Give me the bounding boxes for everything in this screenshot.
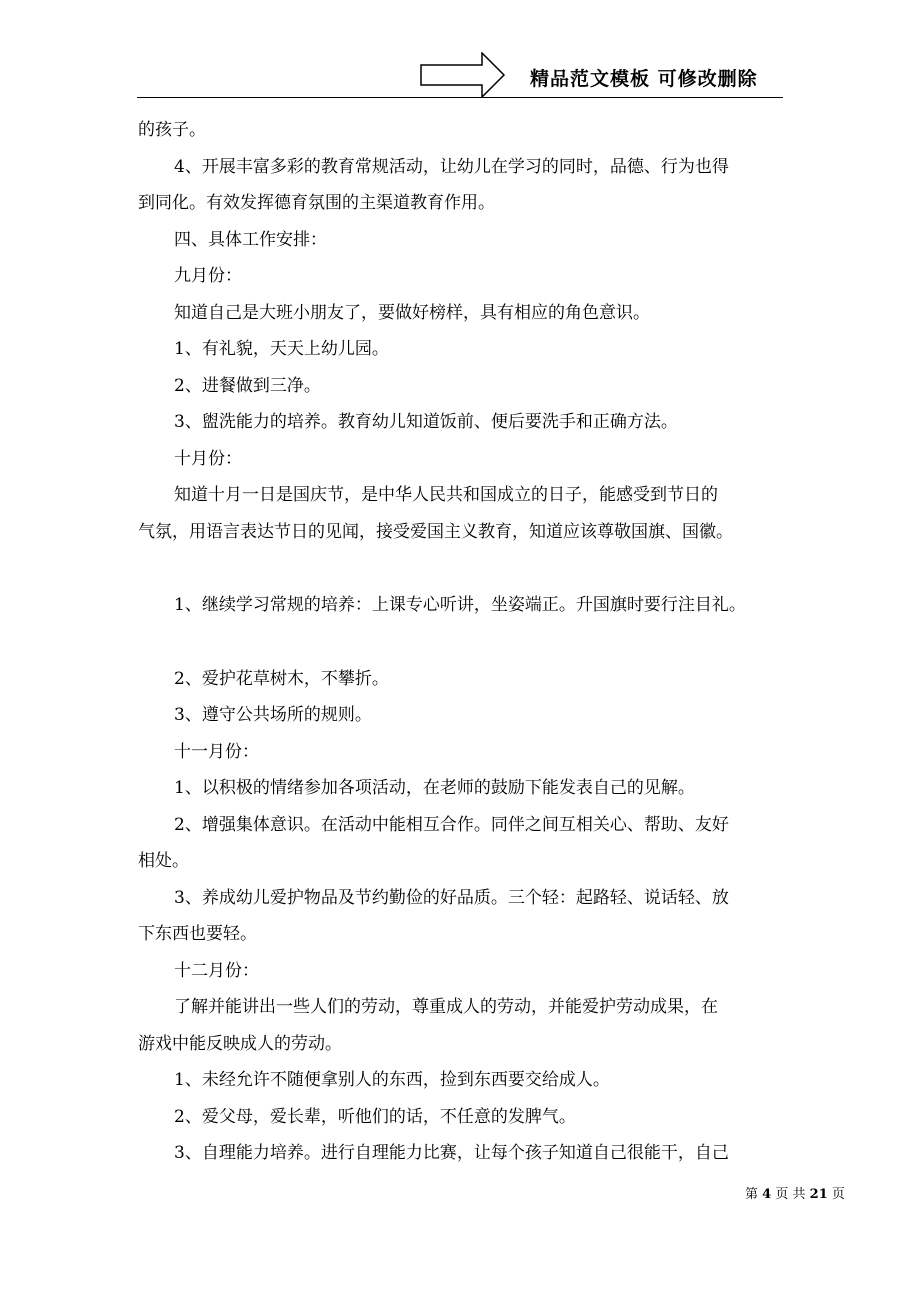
page-label: 第 <box>745 1187 759 1202</box>
list-item: 3、养成幼儿爱护物品及节约勤俭的好品质。三个轻：起路轻、说话轻、放 <box>174 887 729 908</box>
list-item: 2、爱父母，爱长辈，听他们的话，不任意的发脾气。 <box>174 1106 576 1127</box>
list-item: 3、盥洗能力的培养。教育幼儿知道饭前、便后要洗手和正确方法。 <box>174 412 678 432</box>
paragraph-line: 到同化。有效发挥德育氛围的主渠道教育作用。 <box>138 193 495 213</box>
list-item: 3、遵守公共场所的规则。 <box>174 705 372 725</box>
total-pages: 21 <box>809 1187 828 1202</box>
paragraph-line: 了解并能讲出一些人们的劳动，尊重成人的劳动，并能爱护劳动成果，在 <box>174 997 718 1017</box>
page-unit-label: 页 <box>775 1187 789 1202</box>
total-unit-label: 页 <box>831 1187 845 1202</box>
current-page: 4 <box>762 1187 772 1202</box>
list-item: 3、自理能力培养。进行自理能力比赛，让每个孩子知道自己很能干，自己 <box>174 1143 729 1163</box>
total-label: 共 <box>792 1187 806 1202</box>
section-heading: 四、具体工作安排： <box>174 229 327 250</box>
paragraph-line: 下东西也要轻。 <box>138 924 257 944</box>
page-number <box>745 1183 845 1202</box>
document-body <box>138 112 798 1172</box>
list-item: 2、爱护花草树木，不攀折。 <box>174 668 389 689</box>
blank-line <box>138 550 798 587</box>
month-heading: 十一月份： <box>174 741 259 762</box>
paragraph-line: 相处。 <box>138 851 189 871</box>
list-item: 2、增强集体意识。在活动中能相互合作。同伴之间互相关心、帮助、友好 <box>174 814 729 835</box>
paragraph-line: 气氛，用语言表达节日的见闻，接受爱国主义教育，知道应该尊敬国旗、国徽。 <box>138 521 733 542</box>
paragraph-line: 知道十月一日是国庆节，是中华人民共和国成立的日子，能感受到节日的 <box>174 485 718 505</box>
list-item: 1、继续学习常规的培养：上课专心听讲，坐姿端正。升国旗时要行注目礼。 <box>174 595 746 615</box>
paragraph-line: 知道自己是大班小朋友了，要做好榜样，具有相应的角色意识。 <box>174 302 650 323</box>
paragraph-line: 4、开展丰富多彩的教育常规活动，让幼儿在学习的同时，品德、行为也得 <box>174 156 729 177</box>
paragraph-line: 游戏中能反映成人的劳动。 <box>138 1033 342 1054</box>
header-divider <box>137 97 783 98</box>
month-heading: 九月份： <box>174 266 242 286</box>
paragraph-line: 的孩子。 <box>138 120 206 140</box>
header-title: 精品范文模板 可修改删除 <box>530 68 758 90</box>
page-header <box>0 0 920 100</box>
list-item: 1、以积极的情绪参加各项活动，在老师的鼓励下能发表自己的见解。 <box>174 778 695 798</box>
list-item: 1、有礼貌，天天上幼儿园。 <box>174 339 389 359</box>
month-heading: 十月份： <box>174 448 242 469</box>
blank-line <box>138 624 798 661</box>
month-heading: 十二月份： <box>174 960 259 981</box>
arrow-icon <box>420 52 506 98</box>
list-item: 2、进餐做到三净。 <box>174 375 321 396</box>
list-item: 1、未经允许不随便拿别人的东西，捡到东西要交给成人。 <box>174 1070 610 1090</box>
